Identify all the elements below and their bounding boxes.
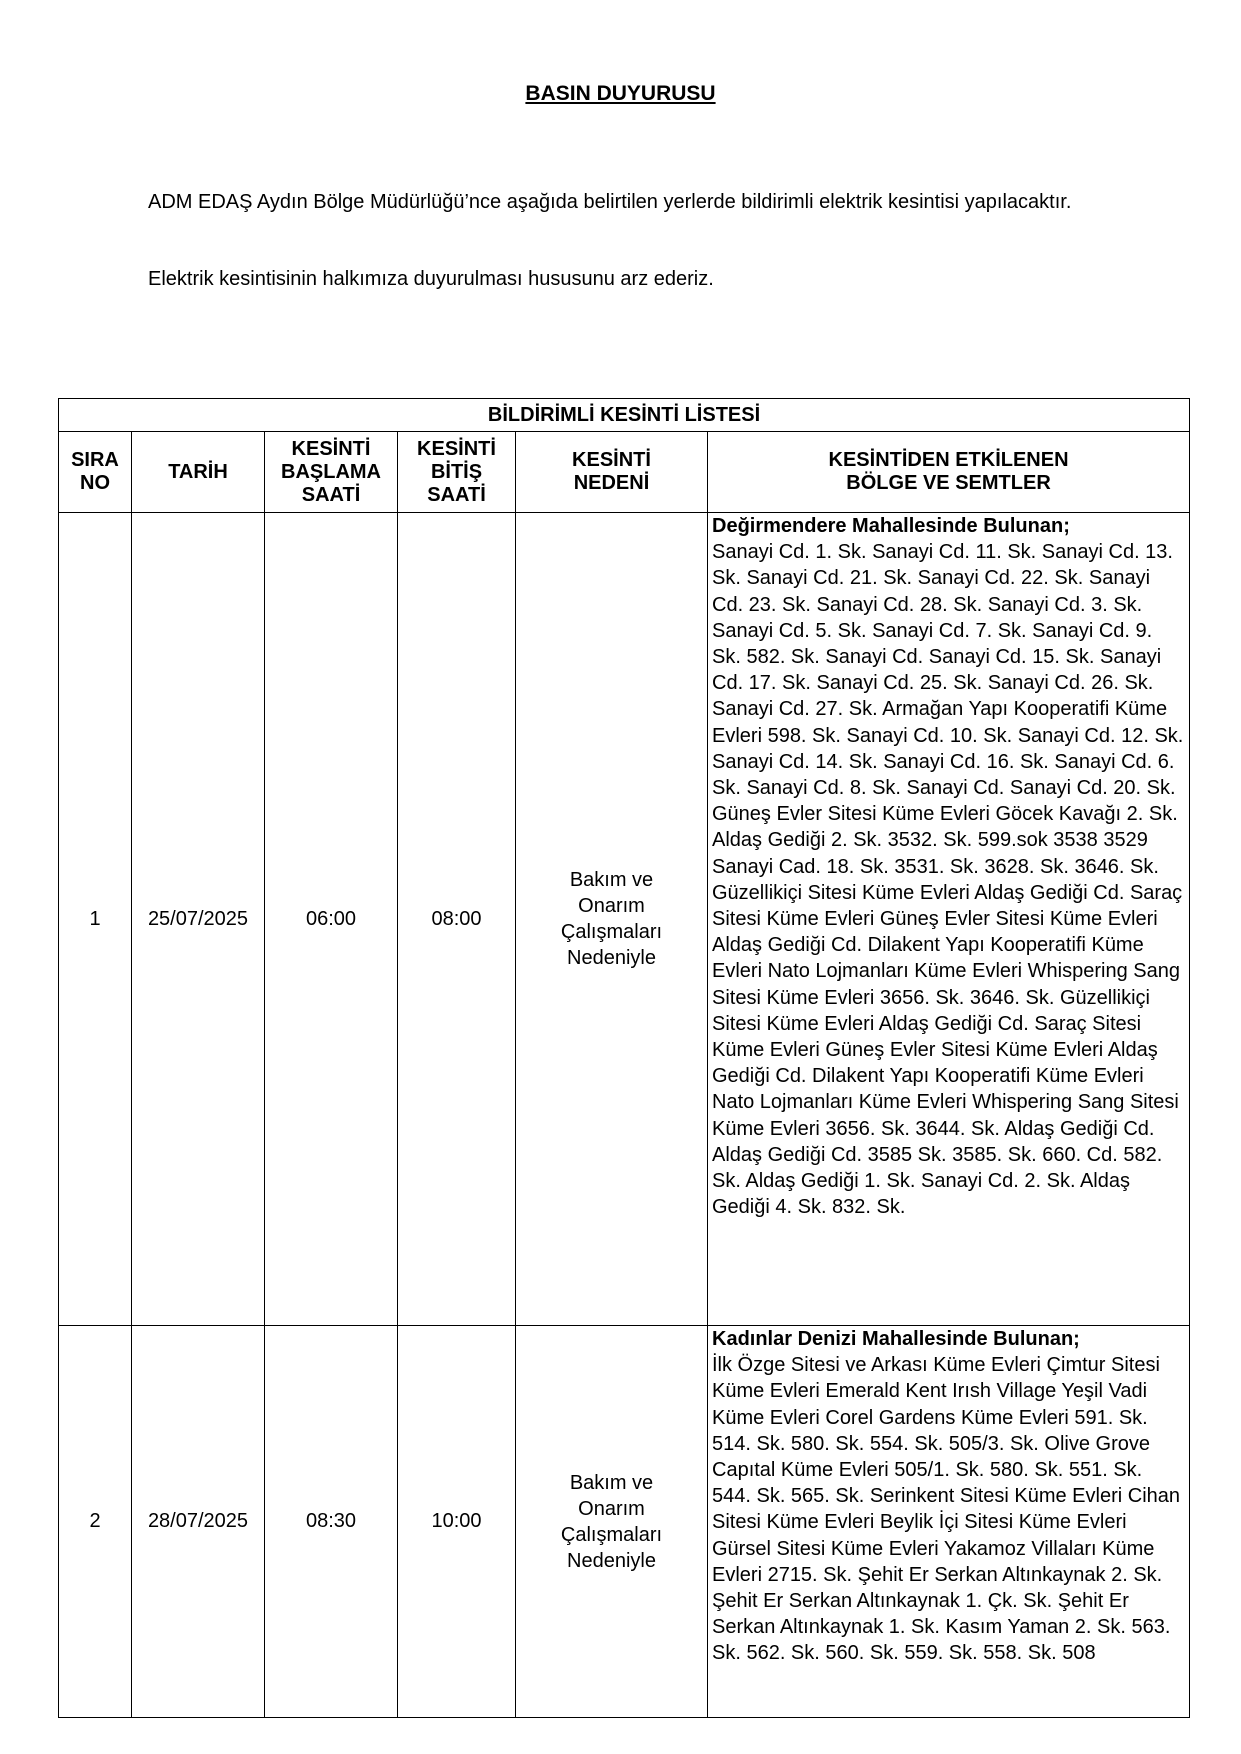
header-sira-no xyxy=(59,432,132,513)
closing-paragraph: Elektrik kesintisinin halkımıza duyurulması hususunu arz ederiz. xyxy=(148,268,714,290)
table-caption: BİLDİRİMLİ KESİNTİ LİSTESİ xyxy=(59,399,1190,432)
row-end-time: 10:00 xyxy=(398,1326,516,1718)
area-text: Sanayi Cd. 1. Sk. Sanayi Cd. 11. Sk. Sanayi Cd. 13. Sk. Sanayi Cd. 21. Sk. Sanayi Cd. 22. Sk. Sanayi Cd. 23. Sk. Sanayi Cd. 28. Sk. Sanayi Cd. 3. Sk. Sanayi Cd. 5. Sk. Sanayi Cd. 7. Sk. Sanayi Cd. 9. Sk. 582. Sk. Sanayi Cd. Sanayi Cd. 15. Sk. Sanayi Cd. 17. Sk. Sanayi Cd. 25. Sk. Sanayi Cd. 26. Sk. Sanayi Cd. 27. Sk. Armağan Yapı Kooperatifi Küme Evleri 598. Sk. Sanayi Cd. 10. Sk. Sanayi Cd. 12. Sk. Sanayi Cd. 14. Sk. Sanayi Cd. 16. Sk. Sanayi Cd. 6. Sk. Sanayi Cd. 8. Sk. Sanayi Cd. Sanayi Cd. 20. Sk. Güneş Evler Sitesi Küme Evleri Göcek Kavağı 2. Sk. Aldaş Gediği 2. Sk. 3532. Sk. 599.sok 3538 3529 Sanayi Cad. 18. Sk. 3531. Sk. 3628. Sk. 3646. Sk. Güzellikiçi Sitesi Küme Evleri Aldaş Gediği Cd. Saraç Sitesi Küme Evleri Güneş Evler Sitesi Küme Evleri Aldaş Gediği Cd. Dilakent Yapı Kooperatifi Küme Evleri Nato Lojmanları Küme Evleri Whispering Sang Sitesi Küme Evleri 3656. Sk. 3646. Sk. Güzellikiçi Sitesi Küme Evleri Aldaş Gediği Cd. Saraç Sitesi Küme Evleri Güneş Evler Sitesi Küme Evleri Aldaş Gediği Cd. Dilakent Yapı Kooperatifi Küme Evleri Nato Lojmanları Küme Evleri Whispering Sang Sitesi Küme Evleri 3656. Sk. 3644. Sk. Aldaş Gediği Cd. Aldaş Gediği Cd. 3585 Sk. 3585. Sk. 660. Cd. 582. Sk. Aldaş Gediği 1. Sk. Sanayi Cd. 2. Sk. Aldaş Gediği 4. Sk. 832. Sk. xyxy=(712,541,1184,1219)
header-bolge-line1: KESİNTİDEN ETKİLENEN xyxy=(828,449,1069,471)
row-reason xyxy=(516,1326,708,1718)
reason-line1: Bakım ve xyxy=(569,1471,654,1494)
reason-line2: Onarım xyxy=(578,895,645,917)
row-number: 2 xyxy=(59,1326,132,1718)
header-bitis xyxy=(398,432,516,513)
outage-table xyxy=(58,398,1190,1718)
row-reason xyxy=(516,513,708,1326)
table-row xyxy=(59,1326,1190,1718)
header-baslama-line3: SAATİ xyxy=(301,483,361,506)
reason-line1: Bakım ve xyxy=(569,869,654,891)
document-title: BASIN DUYURUSU xyxy=(525,82,716,105)
area-title: Kadınlar Denizi Mahallesinde Bulunan; xyxy=(712,1328,1080,1350)
area-title: Değirmendere Mahallesinde Bulunan; xyxy=(712,515,1070,537)
reason-line3: Çalışmaları xyxy=(560,1523,663,1546)
reason-line2: Onarım xyxy=(578,1497,645,1520)
row-start-time: 06:00 xyxy=(265,513,398,1326)
header-bolge xyxy=(708,432,1190,513)
row-affected-areas xyxy=(708,513,1190,1326)
header-bitis-line3: SAATİ xyxy=(427,483,486,506)
header-neden-line2: NEDENİ xyxy=(573,472,650,494)
header-sira-line: SIRA xyxy=(71,449,119,471)
reason-line4: Nedeniyle xyxy=(567,947,656,969)
header-neden xyxy=(516,432,708,513)
header-baslama-line2: BAŞLAMA xyxy=(281,460,381,483)
header-bitis-line2: BİTİŞ xyxy=(430,460,483,483)
area-text: İlk Özge Sitesi ve Arkası Küme Evleri Çimtur Sitesi Küme Evleri Emerald Kent Irısh Village Yeşil Vadi Küme Evleri Corel Gardens Küme Evleri 591. Sk. 514. Sk. 580. Sk. 554. Sk. 505/3. Sk. Olive Grove Capıtal Küme Evleri 505/1. Sk. 580. Sk. 551. Sk. 544. Sk. 565. Sk. Serinkent Sitesi Küme Evleri Cihan Sitesi Küme Evleri Beylik İçi Sitesi Küme Evleri Gürsel Sitesi Küme Evleri Yakamoz Villaları Küme Evleri 2715. Sk. Şehit Er Serkan Altınkaynak 2. Sk. Şehit Er Serkan Altınkaynak 1. Çk. Sk. Şehit Er Serkan Altınkaynak 1. Sk. Kasım Yaman 2. Sk. 563. Sk. 562. Sk. 560. Sk. 559. Sk. 558. Sk. 508 xyxy=(712,1354,1181,1665)
header-tarih: TARİH xyxy=(132,432,265,513)
reason-line3: Çalışmaları xyxy=(560,921,663,943)
row-date: 25/07/2025 xyxy=(132,513,265,1326)
row-affected-areas xyxy=(708,1326,1190,1718)
header-bitis-line1: KESİNTİ xyxy=(417,437,496,460)
row-number: 1 xyxy=(59,513,132,1326)
row-end-time: 08:00 xyxy=(398,513,516,1326)
table-row xyxy=(59,513,1190,1326)
header-baslama xyxy=(265,432,398,513)
row-start-time: 08:30 xyxy=(265,1326,398,1718)
reason-line4: Nedeniyle xyxy=(567,1549,656,1572)
header-neden-line1: KESİNTİ xyxy=(572,449,651,471)
table-header-row xyxy=(59,432,1190,513)
row-date: 28/07/2025 xyxy=(132,1326,265,1718)
intro-paragraph: ADM EDAŞ Aydın Bölge Müdürlüğü’nce aşağıda belirtilen yerlerde bildirimli elektrik kesintisi yapılacaktır. xyxy=(148,191,1072,213)
header-no-line: NO xyxy=(80,472,110,494)
header-baslama-line1: KESİNTİ xyxy=(291,437,371,460)
header-bolge-line2: BÖLGE VE SEMTLER xyxy=(846,472,1051,494)
